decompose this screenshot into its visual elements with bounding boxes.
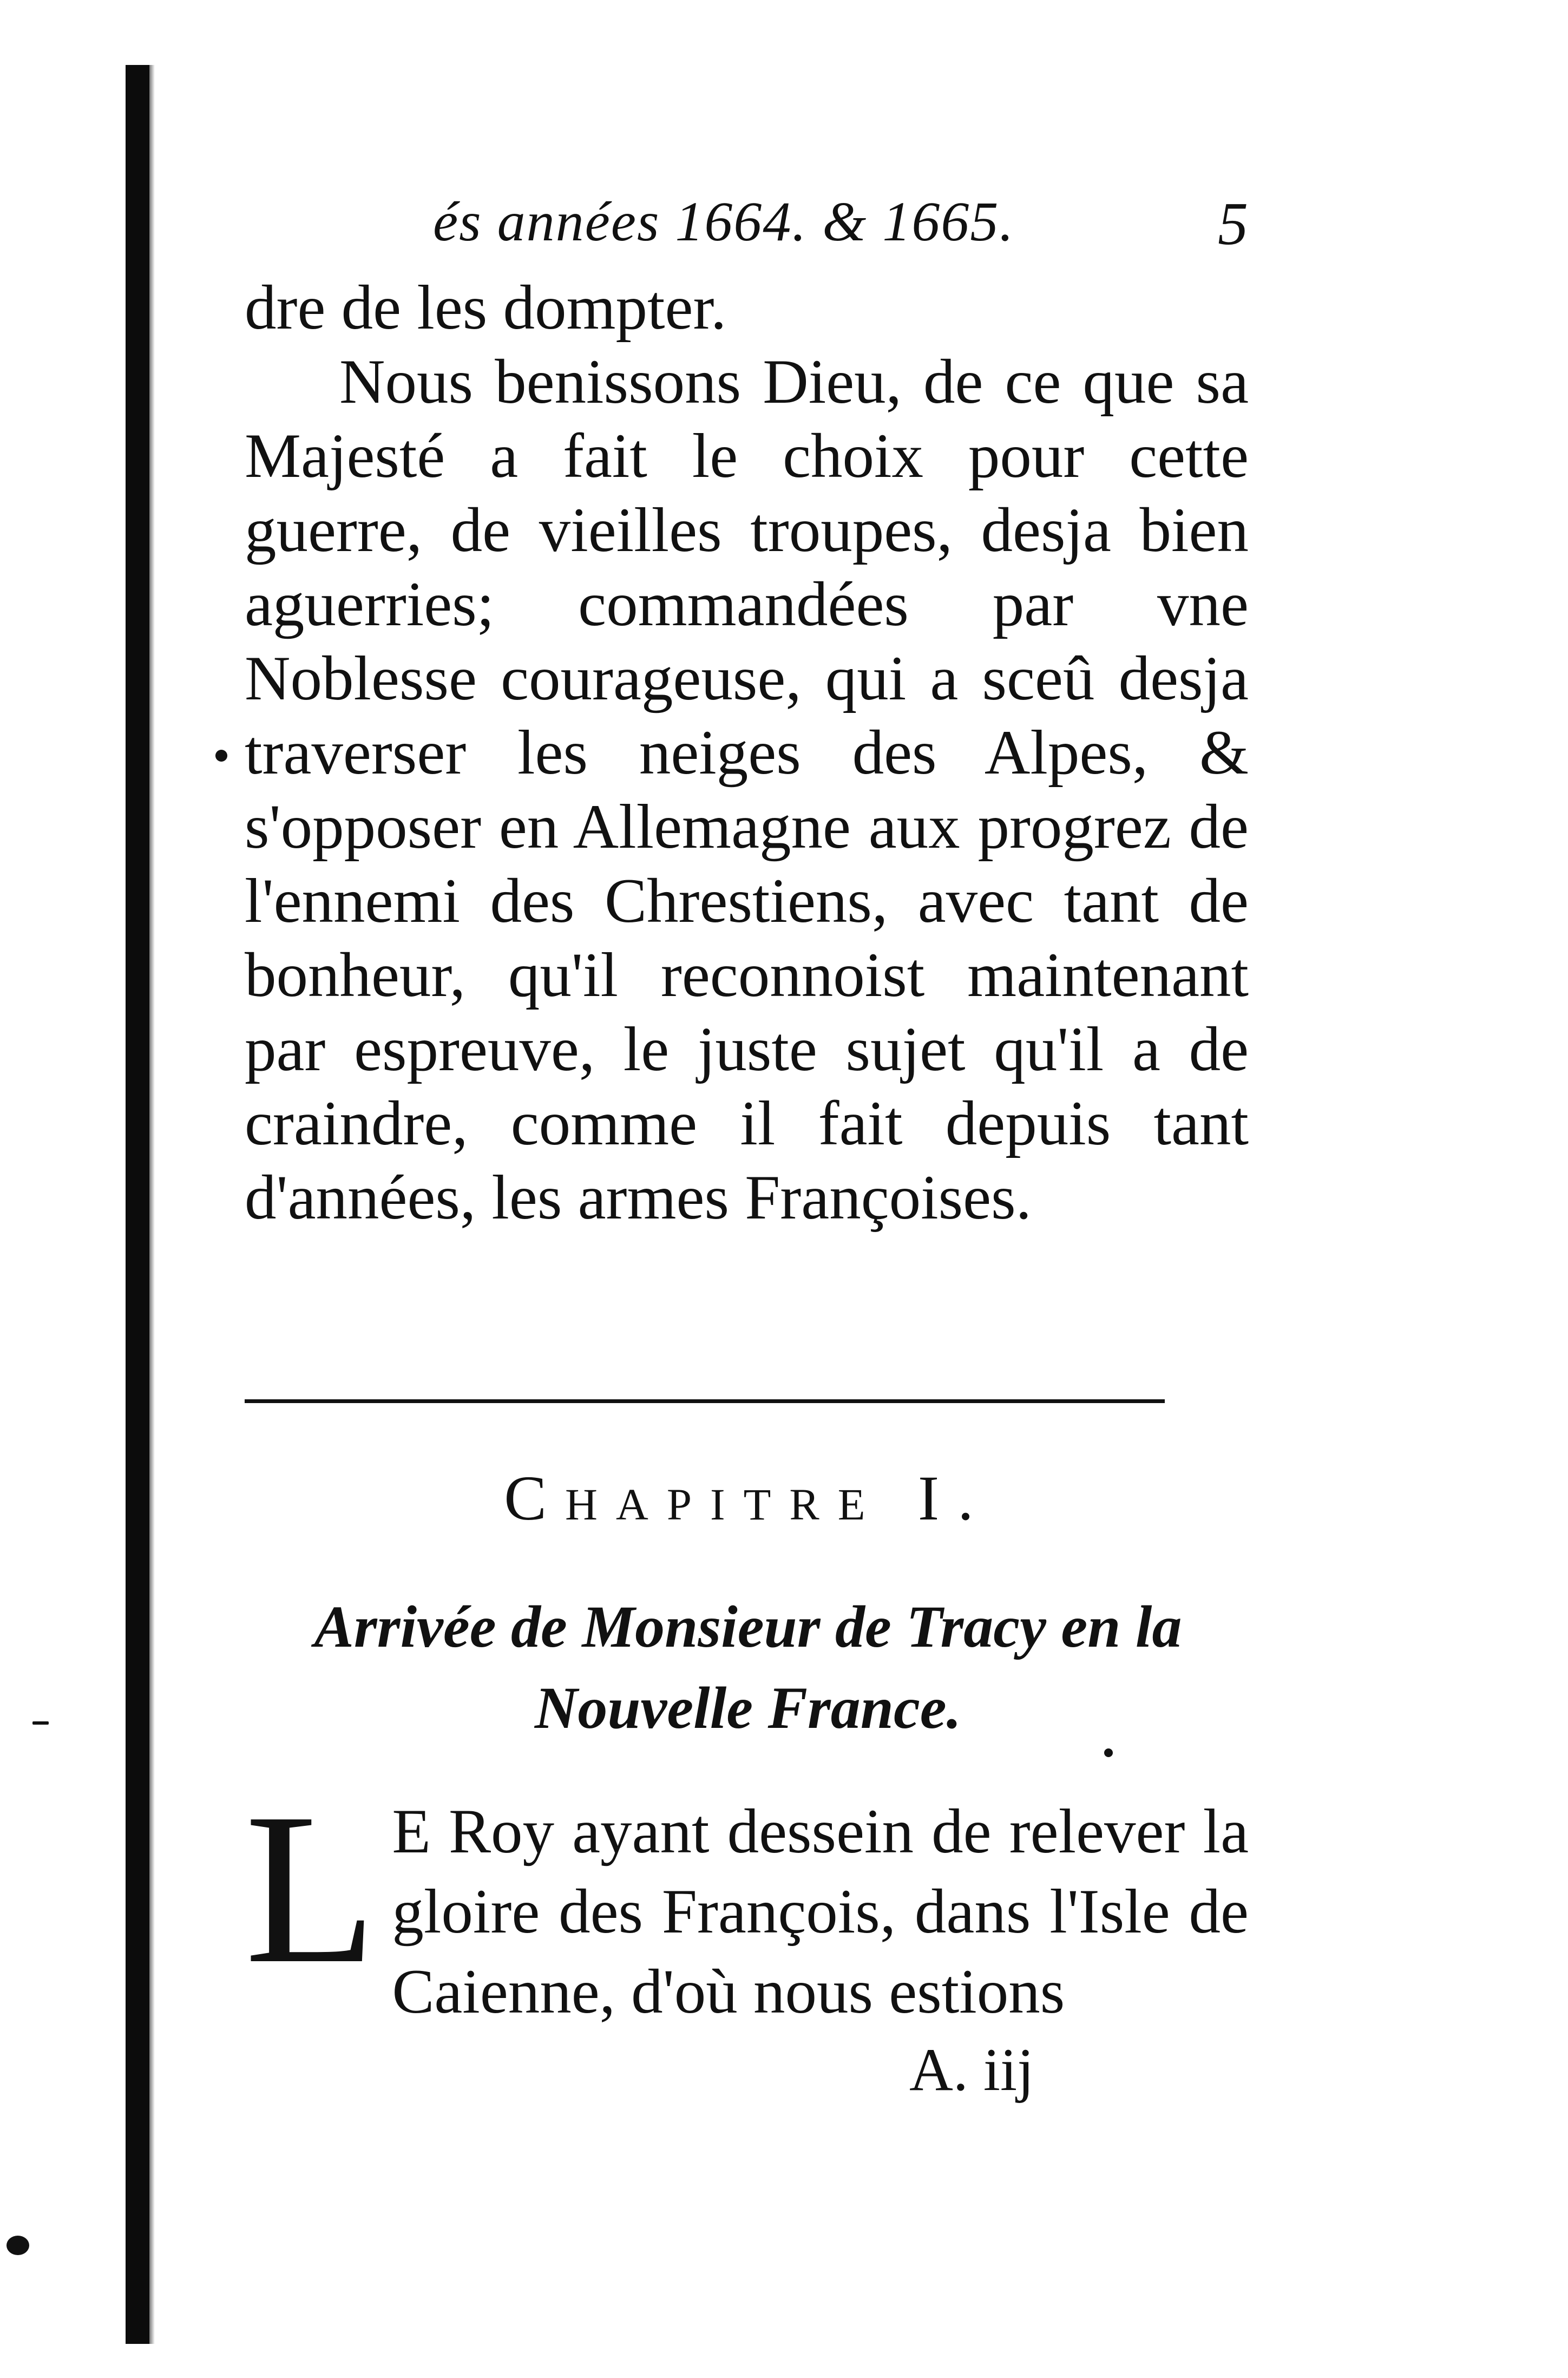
chapter-subtitle [245,1586,1251,1748]
scan-speck [215,750,227,762]
binding-edge [126,65,149,2344]
section-rule [245,1399,1165,1403]
scan-speck [1104,1748,1113,1757]
chapter-heading: Chapitre I. [504,1463,992,1534]
running-head: és années 1664. & 1665. [433,191,1015,253]
chapter-subtitle-line: Nouvelle France. [534,1675,962,1741]
catchword: A. iij [909,2036,1034,2104]
scan-speck [32,1721,49,1725]
scan-speck [6,2236,29,2255]
paragraph: Nous benissons Dieu, de ce que sa Majesté a fait le choix pour cette guerre, de vieilles troupes, desja bien aguerries; commandées par vne Noblesse courageuse, qui a sceû desja traverser les neiges des Alpes, & s'opposer en Allemagne aux progrez de l'ennemi des Chrestiens, avec tant de bonheur, qu'il reconnoist maintenant par espreuve, le juste sujet qu'il a de craindre, comme il fait depuis tant d'années, les armes Françoises. [245,347,1249,1233]
page-number: 5 [1218,191,1248,258]
binding-shadow [149,65,155,2344]
paragraph-continuation: dre de les dompter. [245,273,727,343]
chapter-subtitle-line: Arrivée de Monsieur de Tracy en la [314,1594,1182,1660]
body-text [245,271,1249,1235]
drop-cap: L [245,1768,377,2008]
chapter-opening-text: E Roy ayant dessein de relever la gloire des François, dans l'Isle de Caienne, d'où nous estions [392,1797,1249,2027]
chapter-body [245,1768,1249,2032]
